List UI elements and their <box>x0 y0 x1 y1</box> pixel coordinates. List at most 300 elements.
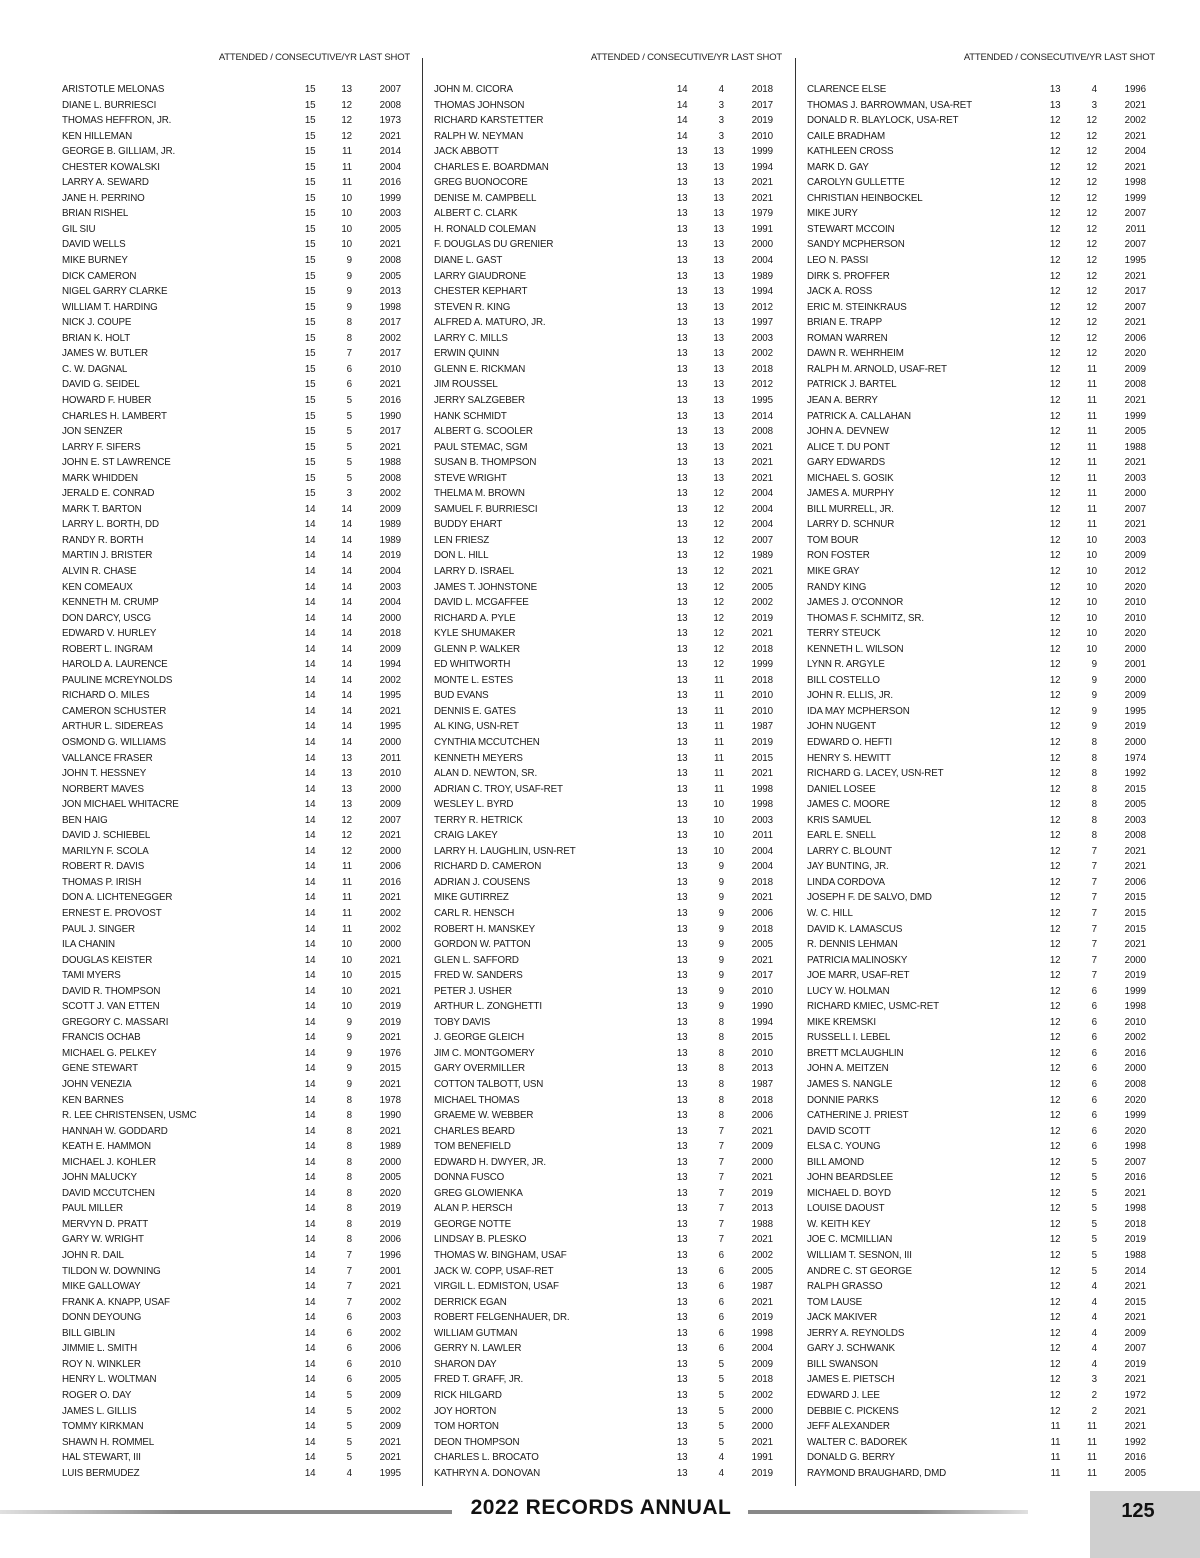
consecutive-count: 9 <box>346 1032 352 1044</box>
attended-count: 14 <box>304 628 316 640</box>
last-shot-year: 2017 <box>379 348 401 360</box>
member-name: BEN HAIG <box>62 814 108 826</box>
list-item <box>62 859 408 875</box>
member-name: JACK MAKIVER <box>807 1312 878 1324</box>
list-item <box>807 922 1153 938</box>
consecutive-count: 4 <box>1091 1312 1097 1324</box>
list-item <box>807 1264 1153 1280</box>
member-name: TOM HORTON <box>434 1421 499 1433</box>
last-shot-year: 1989 <box>379 1141 401 1153</box>
list-item <box>434 828 780 844</box>
attended-count: 12 <box>1049 161 1061 173</box>
page-number: 125 <box>1121 1500 1155 1522</box>
attended-count: 14 <box>304 845 316 857</box>
list-item <box>807 782 1153 798</box>
last-shot-year: 1995 <box>379 721 401 733</box>
last-shot-year: 2007 <box>1124 208 1146 220</box>
attended-count: 13 <box>676 721 688 733</box>
member-name: GEORGE NOTTE <box>434 1218 512 1230</box>
consecutive-count: 13 <box>713 192 724 204</box>
member-name: DIANE L. GAST <box>434 255 503 267</box>
consecutive-count: 4 <box>718 1452 724 1464</box>
last-shot-year: 2004 <box>751 255 773 267</box>
list-item <box>434 953 780 969</box>
attended-count: 13 <box>676 908 688 919</box>
member-name: JERALD E. CONRAD <box>62 488 155 500</box>
member-name: EDWARD O. HEFTI <box>807 736 892 748</box>
member-name: SCOTT J. VAN ETTEN <box>62 1001 160 1013</box>
consecutive-count: 13 <box>713 301 724 313</box>
consecutive-count: 6 <box>1091 1016 1097 1028</box>
last-shot-year: 2006 <box>379 1343 401 1355</box>
last-shot-year: 2021 <box>751 1234 773 1246</box>
last-shot-year: 2020 <box>1124 1094 1146 1106</box>
list-item <box>807 751 1153 767</box>
last-shot-year: 1995 <box>379 1467 401 1479</box>
member-name: JAMES W. BUTLER <box>62 348 148 360</box>
member-name: W. C. HILL <box>807 908 853 919</box>
list-item <box>807 1388 1153 1404</box>
consecutive-count: 12 <box>341 130 352 142</box>
member-name: JON SENZER <box>62 426 123 438</box>
attended-count: 13 <box>676 223 688 235</box>
last-shot-year: 2002 <box>379 1405 401 1417</box>
consecutive-count: 13 <box>713 426 724 438</box>
last-shot-year: 2021 <box>1124 1405 1146 1417</box>
last-shot-year: 2021 <box>379 892 401 904</box>
list-item <box>62 206 408 222</box>
consecutive-count: 6 <box>718 1327 724 1339</box>
attended-count: 13 <box>676 379 688 391</box>
member-name: ELSA C. YOUNG <box>807 1141 881 1153</box>
consecutive-count: 8 <box>1091 783 1097 795</box>
consecutive-count: 14 <box>341 519 352 531</box>
attended-count: 14 <box>304 1094 316 1106</box>
member-name: THOMAS F. SCHMITZ, SR. <box>807 612 924 624</box>
last-shot-year: 2017 <box>751 970 773 982</box>
last-shot-year: 2019 <box>1124 1358 1146 1370</box>
member-name: LARRY C. MILLS <box>434 332 508 344</box>
consecutive-count: 10 <box>1086 628 1097 640</box>
attended-count: 14 <box>304 783 316 795</box>
consecutive-count: 5 <box>718 1405 724 1417</box>
list-item <box>62 1061 408 1077</box>
member-name: CHESTER KEPHART <box>434 286 528 298</box>
consecutive-count: 12 <box>1086 192 1097 204</box>
last-shot-year: 2003 <box>379 208 401 220</box>
attended-count: 13 <box>676 1172 688 1184</box>
last-shot-year: 2010 <box>1124 597 1146 609</box>
list-item <box>807 719 1153 735</box>
list-item <box>434 1248 780 1264</box>
attended-count: 13 <box>676 270 688 282</box>
member-name: KEATH E. HAMMON <box>62 1141 151 1153</box>
member-name: MIKE JURY <box>807 208 858 220</box>
list-item <box>434 611 780 627</box>
member-name: GERRY N. LAWLER <box>434 1343 522 1355</box>
member-name: IDA MAY MCPHERSON <box>807 705 910 717</box>
member-name: VALLANCE FRASER <box>62 752 153 764</box>
last-shot-year: 2010 <box>1124 1016 1146 1028</box>
last-shot-year: 2011 <box>752 830 773 842</box>
member-name: RUSSELL I. LEBEL <box>807 1032 891 1044</box>
consecutive-count: 10 <box>713 799 724 811</box>
attended-count: 14 <box>304 923 316 935</box>
member-name: CHARLES H. LAMBERT <box>62 410 167 422</box>
member-name: DAVID R. THOMPSON <box>62 985 161 997</box>
consecutive-count: 9 <box>718 970 724 982</box>
list-item <box>62 1108 408 1124</box>
last-shot-year: 1976 <box>379 1047 401 1059</box>
last-shot-year: 2021 <box>379 1125 401 1137</box>
attended-count: 12 <box>1049 130 1061 142</box>
last-shot-year: 2013 <box>751 1203 773 1215</box>
attended-count: 13 <box>676 830 688 842</box>
attended-count: 14 <box>676 115 688 127</box>
list-item <box>807 1061 1153 1077</box>
consecutive-count: 10 <box>341 1001 352 1013</box>
member-name: RANDY R. BORTH <box>62 534 144 546</box>
last-shot-year: 2021 <box>751 457 773 469</box>
last-shot-year: 2009 <box>1124 550 1146 562</box>
list-item <box>434 1419 780 1435</box>
attended-count: 14 <box>304 876 316 888</box>
last-shot-year: 2010 <box>379 768 401 780</box>
member-name: ADRIAN J. COUSENS <box>434 876 530 888</box>
member-name: MERVYN D. PRATT <box>62 1218 149 1230</box>
consecutive-count: 10 <box>341 239 352 251</box>
last-shot-year: 2000 <box>1124 954 1146 966</box>
member-name: JOHN R. DAIL <box>62 1250 124 1262</box>
list-item <box>807 1248 1153 1264</box>
last-shot-year: 1989 <box>379 519 401 531</box>
last-shot-year: 2010 <box>379 1358 401 1370</box>
member-name: CHARLES E. BOARDMAN <box>434 161 549 173</box>
list-item <box>62 113 408 129</box>
list-item <box>434 1264 780 1280</box>
last-shot-year: 1998 <box>751 799 773 811</box>
last-shot-year: 1999 <box>1124 410 1146 422</box>
member-name: GREG BUONOCORE <box>434 177 528 189</box>
member-name: JERRY A. REYNOLDS <box>807 1327 905 1339</box>
list-item <box>434 1186 780 1202</box>
member-name: BUDDY EHART <box>434 519 503 531</box>
last-shot-year: 2011 <box>380 752 401 764</box>
list-item <box>807 1046 1153 1062</box>
attended-count: 14 <box>304 1016 316 1028</box>
consecutive-count: 8 <box>718 1016 724 1028</box>
member-name: JANE H. PERRINO <box>62 192 145 204</box>
list-item <box>62 719 408 735</box>
member-name: PAUL J. SINGER <box>62 923 135 935</box>
attended-count: 13 <box>676 923 688 935</box>
attended-count: 15 <box>304 488 316 500</box>
member-name: LINDA CORDOVA <box>807 876 885 888</box>
list-item <box>62 1372 408 1388</box>
member-name: RICHARD O. MILES <box>62 690 150 702</box>
list-item <box>807 269 1153 285</box>
attended-count: 14 <box>304 1187 316 1199</box>
consecutive-count: 13 <box>713 208 724 220</box>
attended-count: 15 <box>304 317 316 329</box>
consecutive-count: 7 <box>718 1172 724 1184</box>
member-name: KRIS SAMUEL <box>807 814 872 826</box>
attended-count: 13 <box>676 426 688 438</box>
member-name: THOMAS P. IRISH <box>62 876 142 888</box>
member-name: RICK HILGARD <box>434 1389 502 1401</box>
list-item <box>62 471 408 487</box>
consecutive-count: 6 <box>1091 1047 1097 1059</box>
list-item <box>434 657 780 673</box>
list-item <box>434 346 780 362</box>
last-shot-year: 2021 <box>1124 1374 1146 1386</box>
list-item <box>434 1093 780 1109</box>
member-name: JOSEPH F. DE SALVO, DMD <box>807 892 932 904</box>
attended-count: 12 <box>1049 208 1061 220</box>
member-name: SHARON DAY <box>434 1358 497 1370</box>
last-shot-year: 2000 <box>379 612 401 624</box>
last-shot-year: 2006 <box>379 861 401 873</box>
consecutive-count: 10 <box>1086 643 1097 655</box>
last-shot-year: 2021 <box>751 1172 773 1184</box>
attended-count: 14 <box>304 581 316 593</box>
member-name: VIRGIL L. EDMISTON, USAF <box>434 1281 559 1293</box>
last-shot-year: 2015 <box>1124 908 1146 919</box>
last-shot-year: 2016 <box>379 394 401 406</box>
consecutive-count: 5 <box>346 426 352 438</box>
consecutive-count: 5 <box>346 1421 352 1433</box>
list-item <box>807 377 1153 393</box>
member-name: BILL SWANSON <box>807 1358 878 1370</box>
attended-count: 15 <box>304 286 316 298</box>
member-name: KATHRYN A. DONOVAN <box>434 1467 541 1479</box>
consecutive-count: 7 <box>1091 939 1097 951</box>
member-name: EDWARD J. LEE <box>807 1389 880 1401</box>
consecutive-count: 5 <box>1091 1265 1097 1277</box>
attended-count: 12 <box>1049 1001 1061 1013</box>
list-item <box>62 1217 408 1233</box>
attended-count: 15 <box>304 146 316 158</box>
last-shot-year: 2020 <box>1124 1125 1146 1137</box>
column-2 <box>434 52 794 1481</box>
list-item <box>62 704 408 720</box>
consecutive-count: 12 <box>1086 177 1097 189</box>
attended-count: 12 <box>1049 799 1061 811</box>
attended-count: 15 <box>304 472 316 484</box>
consecutive-count: 5 <box>346 1452 352 1464</box>
list-item <box>62 486 408 502</box>
consecutive-count: 10 <box>1086 612 1097 624</box>
last-shot-year: 2006 <box>1124 332 1146 344</box>
list-item <box>62 1046 408 1062</box>
member-name: TOM BOUR <box>807 534 859 546</box>
last-shot-year: 2005 <box>379 223 401 235</box>
list-item <box>62 1139 408 1155</box>
list-item <box>807 1186 1153 1202</box>
last-shot-year: 2021 <box>1124 1281 1146 1293</box>
attended-count: 15 <box>304 223 316 235</box>
attended-count: 13 <box>676 503 688 515</box>
member-name: BILL AMOND <box>807 1156 864 1168</box>
last-shot-year: 1991 <box>751 223 773 235</box>
attended-count: 14 <box>304 939 316 951</box>
last-shot-year: 2002 <box>379 1296 401 1308</box>
list-item <box>434 626 780 642</box>
last-shot-year: 2021 <box>1124 1187 1146 1199</box>
attended-count: 13 <box>676 1343 688 1355</box>
member-name: KENNETH L. WILSON <box>807 643 904 655</box>
consecutive-count: 11 <box>1087 426 1097 438</box>
last-shot-year: 2020 <box>1124 348 1146 360</box>
member-name: JOHN A. DEVNEW <box>807 426 889 438</box>
list-item <box>807 502 1153 518</box>
last-shot-year: 2021 <box>1124 457 1146 469</box>
member-name: ROBERT R. DAVIS <box>62 861 145 873</box>
attended-count: 12 <box>1049 534 1061 546</box>
list-item <box>807 533 1153 549</box>
list-item <box>434 1232 780 1248</box>
member-name: F. DOUGLAS DU GRENIER <box>434 239 554 251</box>
list-item <box>62 984 408 1000</box>
consecutive-count: 5 <box>718 1389 724 1401</box>
attended-count: 14 <box>304 721 316 733</box>
last-shot-year: 1989 <box>751 550 773 562</box>
last-shot-year: 2021 <box>751 1125 773 1137</box>
last-shot-year: 2019 <box>751 115 773 127</box>
last-shot-year: 2021 <box>751 768 773 780</box>
member-name: JOHN T. HESSNEY <box>62 768 147 780</box>
last-shot-year: 2010 <box>751 130 773 142</box>
list-item <box>434 1357 780 1373</box>
consecutive-count: 7 <box>1091 892 1097 904</box>
last-shot-year: 2004 <box>751 845 773 857</box>
consecutive-count: 14 <box>341 690 352 702</box>
list-item <box>807 844 1153 860</box>
member-name: FRED W. SANDERS <box>434 970 523 982</box>
consecutive-count: 6 <box>1091 1110 1097 1122</box>
consecutive-count: 6 <box>346 1374 352 1386</box>
last-shot-year: 2007 <box>751 534 773 546</box>
last-shot-year: 2021 <box>751 192 773 204</box>
last-shot-year: 2021 <box>1124 161 1146 173</box>
member-name: DICK CAMERON <box>62 270 137 282</box>
member-name: PAUL MILLER <box>62 1203 123 1215</box>
last-shot-year: 2021 <box>379 441 401 453</box>
member-name: DIANE L. BURRIESCI <box>62 99 157 111</box>
consecutive-count: 5 <box>718 1374 724 1386</box>
attended-count: 13 <box>676 985 688 997</box>
last-shot-year: 1999 <box>1124 1110 1146 1122</box>
last-shot-year: 2015 <box>379 970 401 982</box>
list-item <box>62 875 408 891</box>
member-name: JOHN E. ST LAWRENCE <box>62 457 171 469</box>
consecutive-count: 14 <box>341 643 352 655</box>
attended-count: 12 <box>1049 876 1061 888</box>
member-name: JAY BUNTING, JR. <box>807 861 889 873</box>
attended-count: 14 <box>304 1436 316 1448</box>
list-item <box>434 1403 780 1419</box>
last-shot-year: 1998 <box>1124 1141 1146 1153</box>
member-name: CATHERINE J. PRIEST <box>807 1110 909 1122</box>
last-shot-year: 2019 <box>751 1467 773 1479</box>
list-item <box>434 237 780 253</box>
member-name: JOY HORTON <box>434 1405 497 1417</box>
member-name: DANIEL LOSEE <box>807 783 876 795</box>
attended-count: 15 <box>304 394 316 406</box>
consecutive-count: 7 <box>1091 970 1097 982</box>
consecutive-count: 8 <box>346 1110 352 1122</box>
last-shot-year: 2000 <box>751 1421 773 1433</box>
member-name: DERRICK EGAN <box>434 1296 507 1308</box>
list-item <box>807 1372 1153 1388</box>
last-shot-year: 2002 <box>751 348 773 360</box>
list-item <box>62 377 408 393</box>
consecutive-count: 11 <box>1087 1436 1097 1448</box>
consecutive-count: 5 <box>346 1389 352 1401</box>
consecutive-count: 11 <box>1087 503 1097 515</box>
attended-count: 13 <box>676 1250 688 1262</box>
member-name: J. GEORGE GLEICH <box>434 1032 525 1044</box>
consecutive-count: 10 <box>1086 550 1097 562</box>
member-name: THELMA M. BROWN <box>434 488 525 500</box>
consecutive-count: 6 <box>1091 1032 1097 1044</box>
last-shot-year: 2002 <box>379 923 401 935</box>
attended-count: 14 <box>676 99 688 111</box>
member-name: JIM ROUSSEL <box>434 379 498 391</box>
attended-count: 14 <box>304 970 316 982</box>
member-name: STEVE WRIGHT <box>434 472 507 484</box>
list-item <box>434 813 780 829</box>
consecutive-count: 13 <box>713 394 724 406</box>
list-item <box>62 533 408 549</box>
attended-count: 14 <box>304 1358 316 1370</box>
attended-count: 13 <box>676 332 688 344</box>
attended-count: 14 <box>304 1110 316 1122</box>
list-item <box>62 906 408 922</box>
member-name: DONNA FUSCO <box>434 1172 505 1184</box>
consecutive-count: 8 <box>346 1125 352 1137</box>
last-shot-year: 1998 <box>751 1327 773 1339</box>
list-item <box>807 1201 1153 1217</box>
list-item <box>62 548 408 564</box>
list-item <box>434 144 780 160</box>
consecutive-count: 10 <box>1086 581 1097 593</box>
member-name: ERIC M. STEINKRAUS <box>807 301 907 313</box>
consecutive-count: 10 <box>341 985 352 997</box>
attended-count: 14 <box>304 1172 316 1184</box>
last-shot-year: 2019 <box>751 1312 773 1324</box>
last-shot-year: 2021 <box>379 985 401 997</box>
member-name: JOE C. MCMILLIAN <box>807 1234 893 1246</box>
list-item <box>62 766 408 782</box>
consecutive-count: 9 <box>346 1063 352 1075</box>
member-name: JEAN A. BERRY <box>807 394 878 406</box>
attended-count: 13 <box>676 752 688 764</box>
consecutive-count: 9 <box>346 255 352 267</box>
last-shot-year: 2021 <box>751 441 773 453</box>
records-list <box>807 82 1167 1481</box>
list-item <box>807 1232 1153 1248</box>
consecutive-count: 13 <box>713 472 724 484</box>
consecutive-count: 8 <box>1091 752 1097 764</box>
attended-count: 12 <box>1049 659 1061 671</box>
consecutive-count: 8 <box>346 332 352 344</box>
attended-count: 12 <box>1049 1125 1061 1137</box>
consecutive-count: 4 <box>1091 1281 1097 1293</box>
list-item <box>62 1435 408 1451</box>
attended-count: 13 <box>676 1467 688 1479</box>
member-name: HENRY S. HEWITT <box>807 752 891 764</box>
